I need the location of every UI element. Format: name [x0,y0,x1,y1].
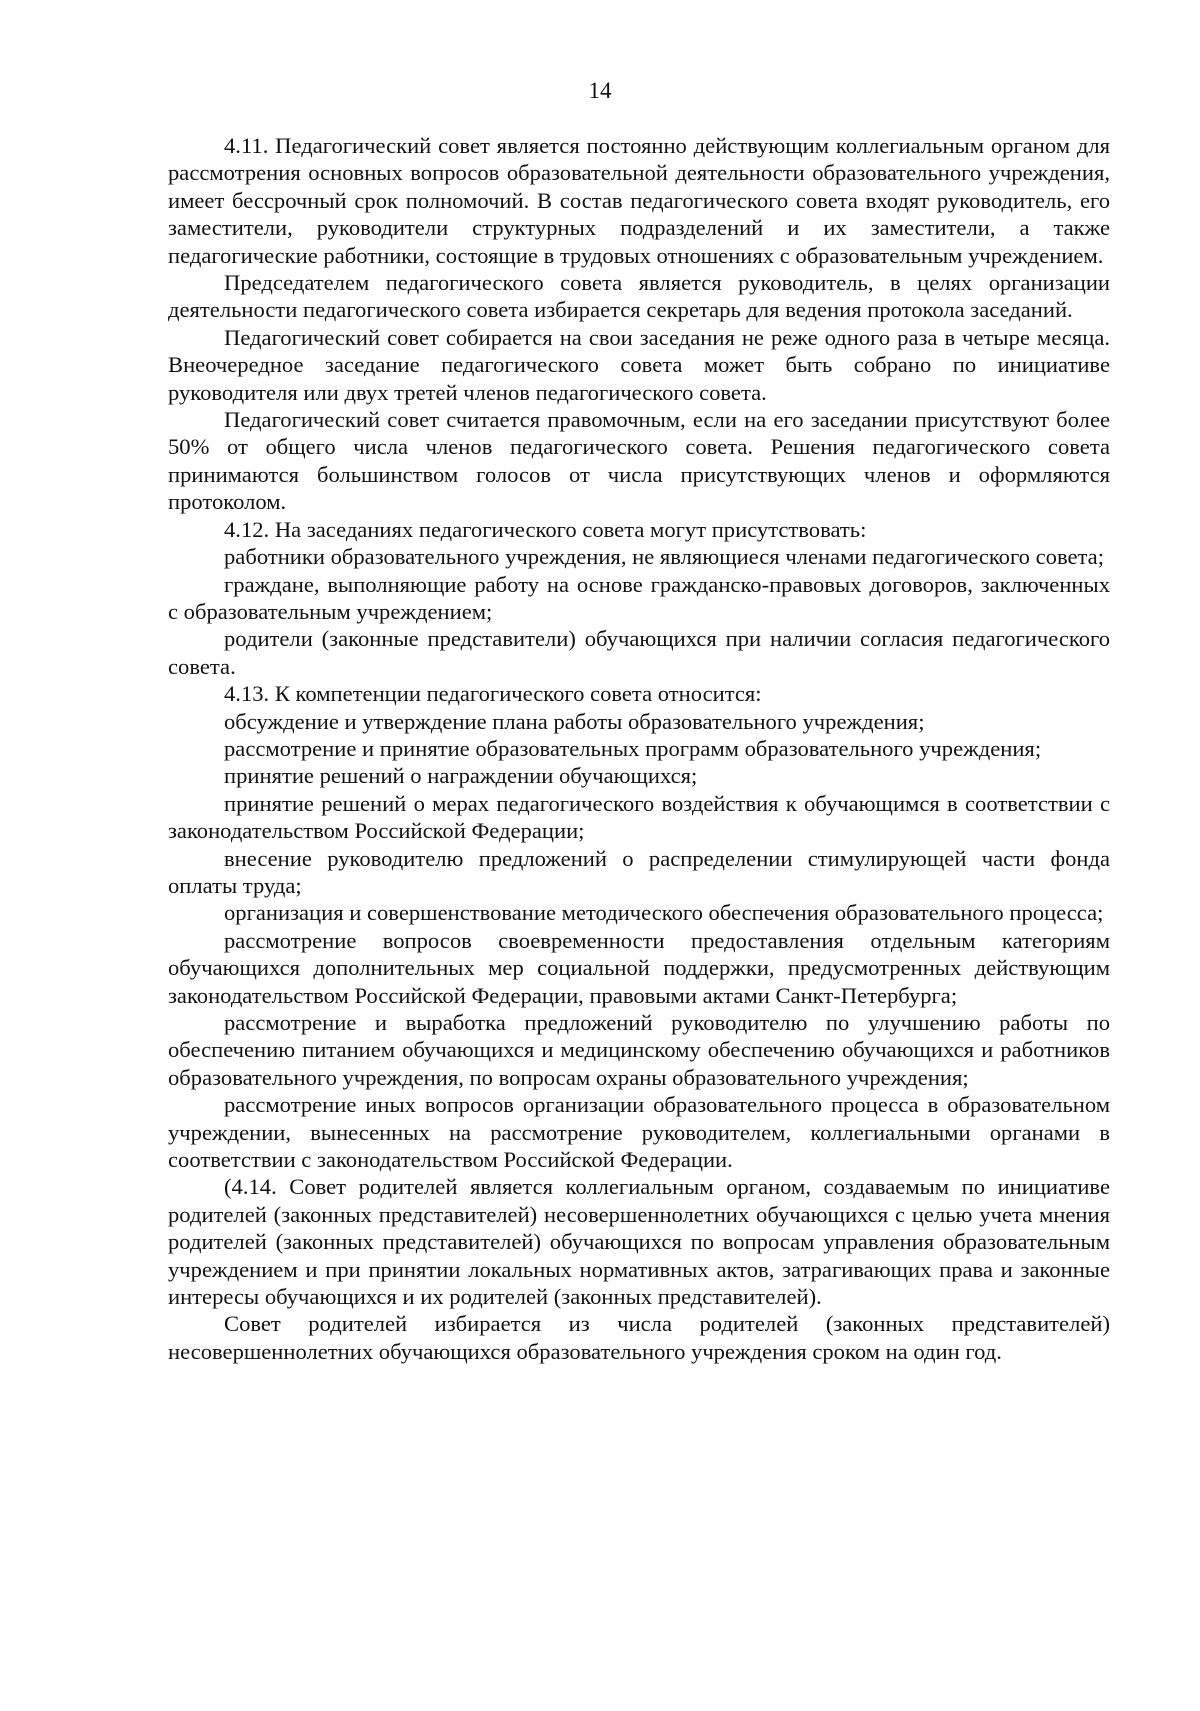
list-item: граждане, выполняющие работу на основе гражданско-правовых договоров, заключенных с образовательным учреждением; [168,571,1110,624]
list-item: рассмотрение вопросов своевременности предоставления отдельным категориям обучающихся дополнительных мер социальной поддержки, предусмотренных действующим законодательством Российской Федерации, правовыми актами Санкт-Петербурга; [168,927,1110,1008]
paragraph-chairman: Председателем педагогического совета является руководитель, в целях организации деятельности педагогического совета избирается секретарь для ведения протокола заседаний. [168,270,1110,323]
list-item: рассмотрение иных вопросов организации образовательного процесса в образовательном учреждении, вынесенных на рассмотрение руководителем, коллегиальными органами в соответствии с законодательством Российской Федерации. [168,1092,1110,1173]
paragraph-4-13: 4.13. К компетенции педагогического совета относится: [224,681,762,707]
list-item: работники образовательного учреждения, не являющиеся членами педагогического совета; [224,544,1104,570]
document-body [168,132,1110,1365]
paragraph-parents-council: Совет родителей избирается из числа родителей (законных представителей) несовершеннолетних обучающихся образовательного учреждения сроком на один год. [168,1311,1110,1364]
list-item: организация и совершенствование методического обеспечения образовательного процесса; [224,900,1104,926]
paragraph-4-11: 4.11. Педагогический совет является постоянно действующим коллегиальным органом для рассмотрения основных вопросов образовательной деятельности образовательного учреждения, имеет бессрочный срок полномочий. В состав педагогического совета входят руководитель, его заместители, руководители структурных подразделений и их заместители, а также педагогические работники, состоящие в трудовых отношениях с образовательным учреждением. [168,133,1110,268]
paragraph-quorum: Педагогический совет считается правомочным, если на его заседании присутствуют более 50% от общего числа членов педагогического совета. Решения педагогического совета принимаются большинством голосов от числа присутствующих членов и оформляются протоколом. [168,407,1110,515]
page-number: 14 [588,78,612,103]
list-item: рассмотрение и принятие образовательных программ образовательного учреждения; [224,735,1042,761]
paragraph-4-12: 4.12. На заседаниях педагогического совета могут присутствовать: [224,516,867,542]
list-item: рассмотрение и выработка предложений руководителю по улучшению работы по обеспечению питанием обучающихся и медицинскому обеспечению обучающихся и работников образовательного учреждения, по вопросам охраны образовательного учреждения; [168,1010,1110,1090]
paragraph-4-14: (4.14. Совет родителей является коллегиальным органом, создаваемым по инициативе родителей (законных представителей) несовершеннолетних обучающихся с целью учета мнения родителей (законных представителей) обучающихся по вопросам управления образовательным учреждением и при принятии локальных нормативных актов, затрагивающих права и законные интересы обучающихся и их родителей (законных представителей). [168,1174,1110,1310]
list-item: принятие решений о награждении обучающихся; [224,763,698,789]
list-item: принятие решений о мерах педагогического воздействия к обучающимся в соответствии с законодательством Российской Федерации; [168,790,1110,844]
paragraph-meetings: Педагогический совет собирается на свои заседания не реже одного раза в четыре месяца. Внеочередное заседание педагогического совета может быть собрано по инициативе руководителя или двух третей членов педагогического совета. [168,324,1110,405]
list-item: внесение руководителю предложений о распределении стимулирующей части фонда оплаты труда; [168,845,1110,898]
list-item: обсуждение и утверждение плана работы образовательного учреждения; [224,708,925,734]
list-item: родители (законные представители) обучающихся при наличии согласия педагогического совета. [168,626,1110,679]
